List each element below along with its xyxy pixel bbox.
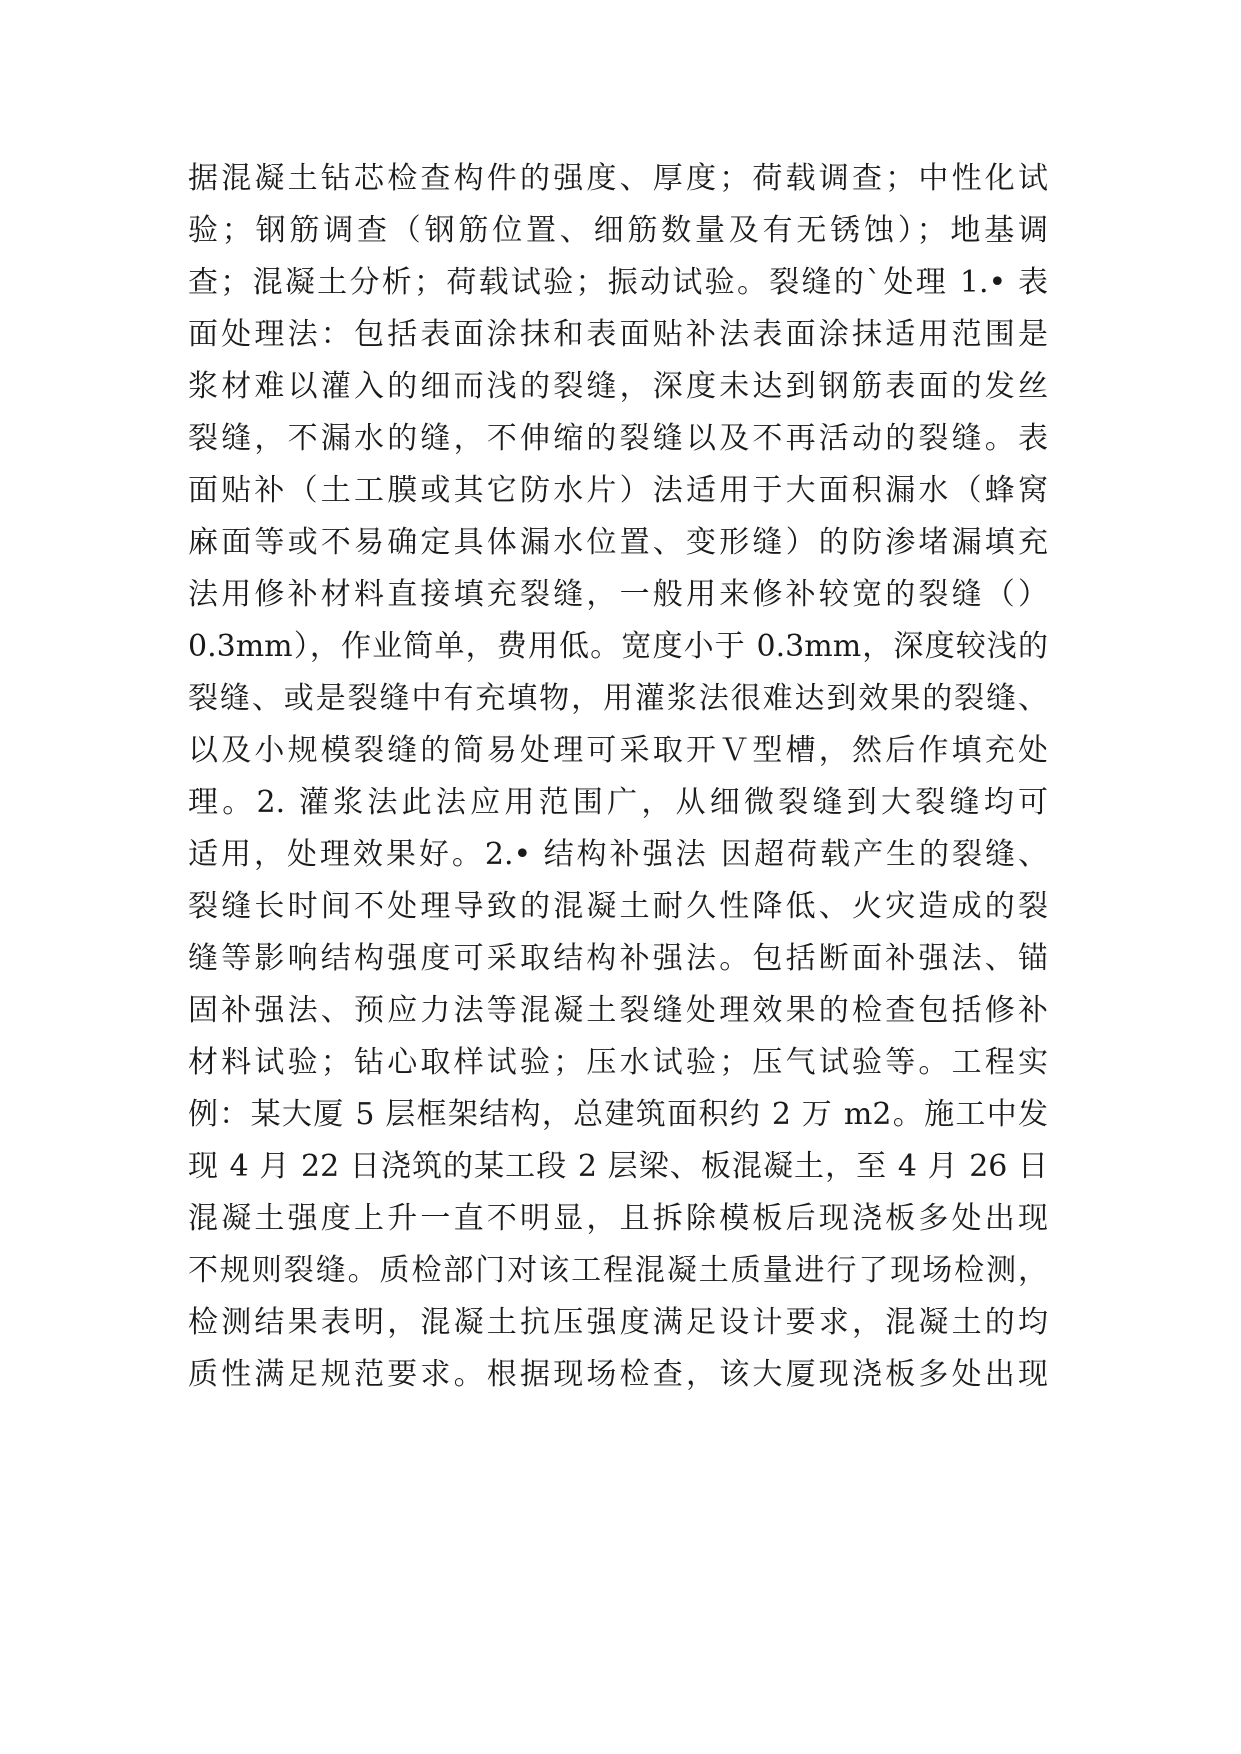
text-line: 现 4 月 22 日浇筑的某工段 2 层梁、板混凝土，至 4 月 26 日	[188, 1149, 1048, 1184]
text-line: 检测结果表明，混凝土抗压强度满足设计要求，混凝土的均	[188, 1305, 1048, 1340]
text-line: 裂缝、或是裂缝中有充填物，用灌浆法很难达到效果的裂缝、	[188, 681, 1048, 716]
text-line: 麻面等或不易确定具体漏水位置、变形缝）的防渗堵漏填充	[188, 525, 1048, 560]
text-line: 法用修补材料直接填充裂缝，一般用来修补较宽的裂缝（）	[188, 577, 1048, 612]
text-line: 浆材难以灌入的细而浅的裂缝，深度未达到钢筋表面的发丝	[188, 369, 1048, 404]
text-line: 据混凝土钻芯检查构件的强度、厚度；荷载调查；中性化试	[188, 161, 1048, 196]
text-line: 裂缝，不漏水的缝，不伸缩的裂缝以及不再活动的裂缝。表	[188, 421, 1048, 456]
text-line: 缝等影响结构强度可采取结构补强法。包括断面补强法、锚	[188, 941, 1048, 976]
text-line: 理。2. 灌浆法此法应用范围广，从细微裂缝到大裂缝均可	[188, 785, 1048, 820]
text-line: 适用，处理效果好。2.• 结构补强法 因超荷载产生的裂缝、	[188, 837, 1048, 872]
text-line: 裂缝长时间不处理导致的混凝土耐久性降低、火灾造成的裂	[188, 889, 1048, 924]
text-line: 不规则裂缝。质检部门对该工程混凝土质量进行了现场检测，	[188, 1253, 1048, 1288]
text-line: 以及小规模裂缝的简易处理可采取开Ｖ型槽，然后作填充处	[188, 733, 1048, 768]
text-line: 面贴补（土工膜或其它防水片）法适用于大面积漏水（蜂窝	[188, 473, 1048, 508]
text-line: 固补强法、预应力法等混凝土裂缝处理效果的检查包括修补	[188, 993, 1048, 1028]
body-text	[188, 153, 1048, 1401]
text-line: 混凝土强度上升一直不明显，且拆除模板后现浇板多处出现	[188, 1201, 1048, 1236]
text-line: 材料试验；钻心取样试验；压水试验；压气试验等。工程实	[188, 1045, 1048, 1080]
text-line: 0.3mm），作业简单，费用低。宽度小于 0.3mm，深度较浅的	[188, 629, 1048, 664]
text-line: 例：某大厦 5 层框架结构，总建筑面积约 2 万 m2。施工中发	[188, 1097, 1048, 1132]
text-line: 验；钢筋调查（钢筋位置、细筋数量及有无锈蚀）；地基调	[188, 213, 1048, 248]
text-line: 质性满足规范要求。根据现场检查，该大厦现浇板多处出现	[188, 1357, 1048, 1392]
text-line: 查；混凝土分析；荷载试验；振动试验。裂缝的`处理 1.• 表	[188, 265, 1048, 300]
text-line: 面处理法：包括表面涂抹和表面贴补法表面涂抹适用范围是	[188, 317, 1048, 352]
